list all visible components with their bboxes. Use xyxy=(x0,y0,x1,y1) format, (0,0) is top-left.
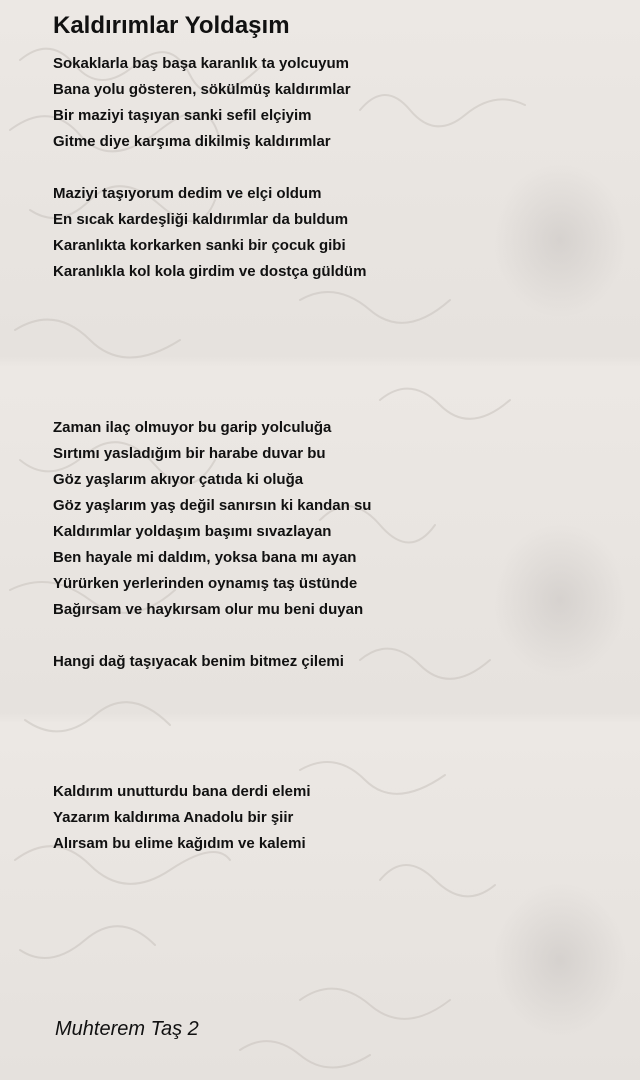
poem-line: Alırsam bu elime kağıdım ve kalemi xyxy=(53,835,306,852)
poem-line: Maziyi taşıyorum dedim ve elçi oldum xyxy=(53,185,322,202)
poem-line: En sıcak kardeşliği kaldırımlar da buldum xyxy=(53,211,349,228)
poem-line: Kaldırımlar yoldaşım başımı sıvazlayan xyxy=(53,523,332,540)
stanza-4 xyxy=(53,649,613,675)
poem-line: Yazarım kaldırıma Anadolu bir şiir xyxy=(53,809,294,826)
stanza-2 xyxy=(53,181,613,285)
poem xyxy=(53,10,613,857)
poem-line: Bana yolu gösteren, sökülmüş kaldırımlar xyxy=(53,81,351,98)
stanza-3 xyxy=(53,415,613,623)
poem-line: Göz yaşlarım yaş değil sanırsın ki kandan su xyxy=(53,497,372,514)
poem-line: Bağırsam ve haykırsam olur mu beni duyan xyxy=(53,601,364,618)
poem-author: Muhterem Taş 2 xyxy=(55,1018,199,1040)
poem-line: Kaldırım unutturdu bana derdi elemi xyxy=(53,783,311,800)
stanza-1 xyxy=(53,51,613,155)
poem-line: Sırtımı yasladığım bir harabe duvar bu xyxy=(53,445,326,462)
poem-line: Gitme diye karşıma dikilmiş kaldırımlar xyxy=(53,133,331,150)
poem-line: Sokaklarla baş başa karanlık ta yolcuyum xyxy=(53,55,349,72)
poem-line: Zaman ilaç olmuyor bu garip yolculuğa xyxy=(53,419,332,436)
stanza-5 xyxy=(53,779,613,857)
poem-line: Karanlıkta korkarken sanki bir çocuk gibi xyxy=(53,237,346,254)
poem-line: Göz yaşlarım akıyor çatıda ki oluğa xyxy=(53,471,304,488)
poem-line: Karanlıkla kol kola girdim ve dostça güldüm xyxy=(53,263,367,280)
poem-line: Hangi dağ taşıyacak benim bitmez çilemi xyxy=(53,653,344,670)
poem-title: Kaldırımlar Yoldaşım xyxy=(53,12,290,39)
poem-line: Yürürken yerlerinden oynamış taş üstünde xyxy=(53,575,358,592)
poem-line: Bir maziyi taşıyan sanki sefil elçiyim xyxy=(53,107,312,124)
poem-line: Ben hayale mi daldım, yoksa bana mı ayan xyxy=(53,549,357,566)
